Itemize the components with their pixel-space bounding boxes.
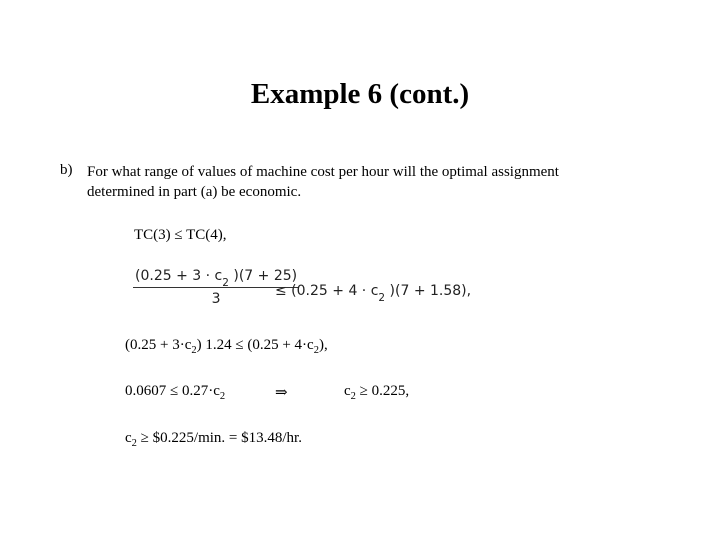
equation-result: $c_2$ ≥ $0.225/min. = $13.48/hr. xyxy=(125,430,302,450)
equation-tc-inequality: TC(3) ≤ TC(4), xyxy=(134,227,227,243)
question-text xyxy=(87,162,559,202)
fraction-rhs: ≤ ($0.25 + 4 \cdot c_2$ )(7 + 1.58), xyxy=(275,283,472,304)
slide-title: Example 6 (cont.) xyxy=(250,78,470,110)
question-line-2: determined in part (a) be economic. xyxy=(87,184,302,200)
implies-arrow-icon: ⇒ xyxy=(275,385,288,401)
question-label: b) xyxy=(60,162,73,178)
fraction-denominator: 3 xyxy=(211,291,221,307)
equation-simplified: $0.0607 \le 0.27\cdot c_2$ xyxy=(125,383,226,403)
question-line-1: For what range of values of machine cost per hour will the optimal assignment xyxy=(87,164,559,180)
equation-c2-bound: $c_2 \ge 0.225$, xyxy=(344,383,410,403)
fraction-numerator: ($0.25 + 3 \cdot c_2$ )(7 + 25) xyxy=(135,268,298,289)
equation-expanded: $(0.25 + 3\cdot c_2)$ $1.24 \le (0.25 + 4\cdot c_2)$, xyxy=(125,337,328,357)
